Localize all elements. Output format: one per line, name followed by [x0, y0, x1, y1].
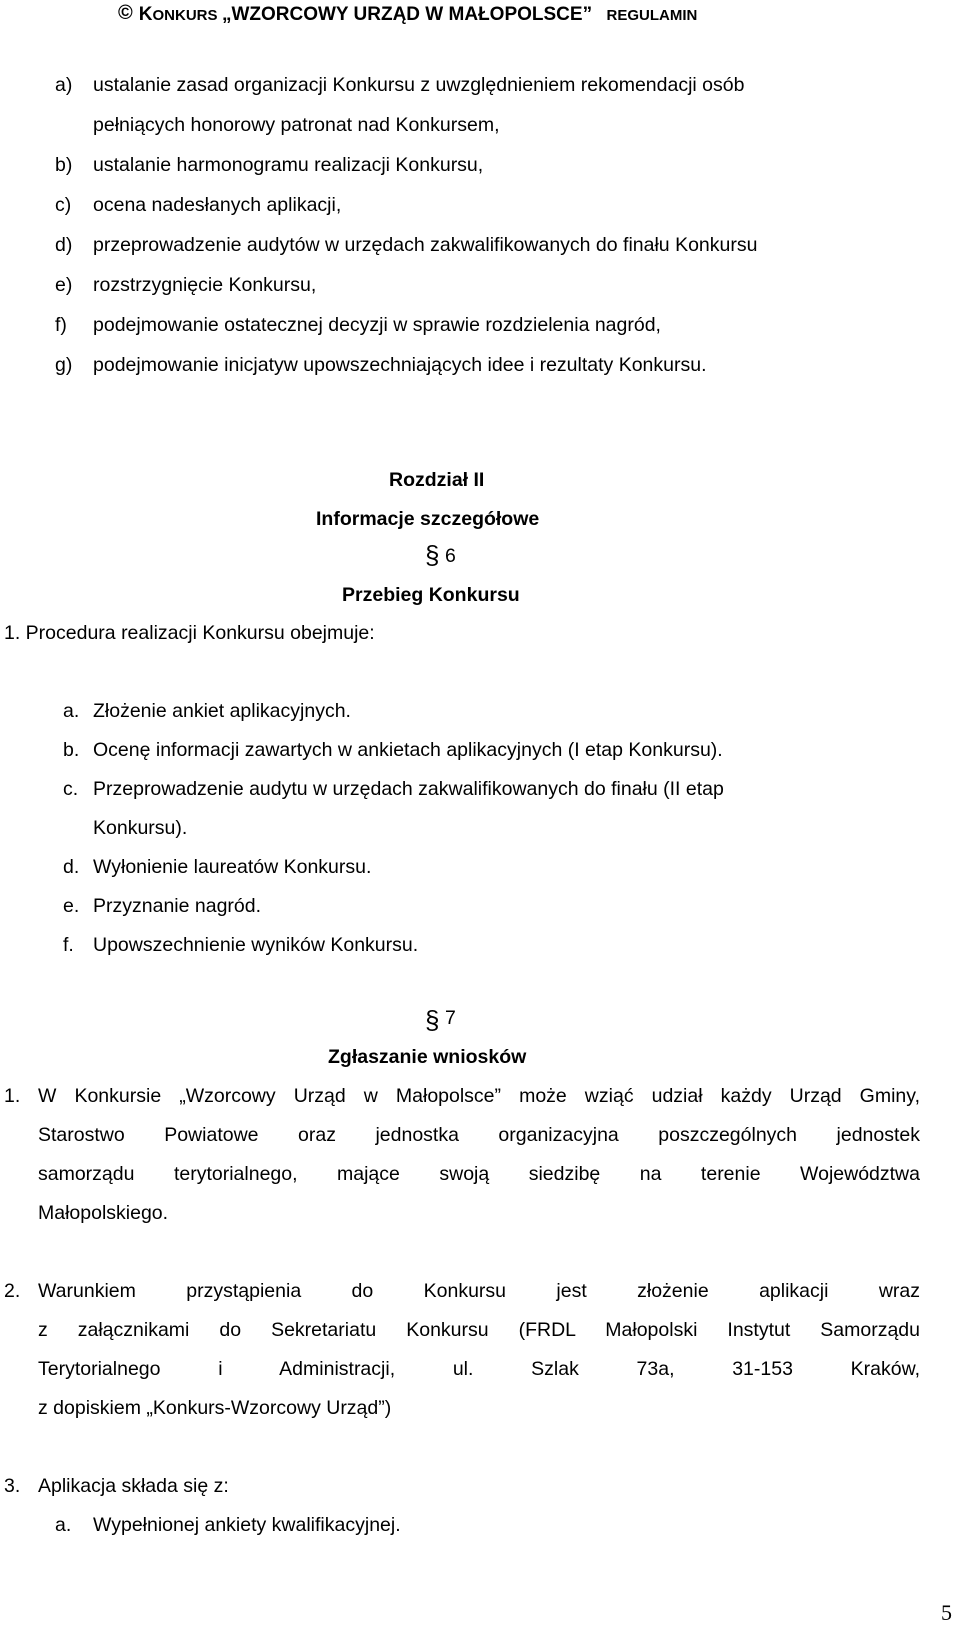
list-item: Wyłonienie laureatów Konkursu. — [93, 856, 372, 878]
paragraph-marker: 3. — [4, 1475, 21, 1497]
list-item: podejmowanie inicjatyw upowszechniających idee i rezultaty Konkursu. — [93, 354, 707, 376]
copyright-icon: © — [118, 2, 133, 24]
chapter-title: Rozdział II — [389, 469, 485, 491]
list-marker: e. — [63, 895, 80, 917]
list-marker: g) — [55, 354, 73, 376]
section-heading: Zgłaszanie wniosków — [328, 1046, 527, 1068]
list-item-continuation: pełniących honorowy patronat nad Konkursem, — [93, 114, 500, 136]
paragraph-text: Aplikacja składa się z: — [38, 1475, 229, 1497]
list-item-continuation: Konkursu). — [93, 817, 188, 839]
header-title-quote: „WZORCOWY URZĄD W MAŁOPOLSCE” — [221, 4, 593, 25]
list-marker: c. — [63, 778, 79, 800]
paragraph-line: z załącznikami do Sekretariatu Konkursu (FRDL Małopolski Instytut Samorządu — [38, 1319, 920, 1341]
header-title-rest: ONKURS — [152, 7, 218, 24]
section-number: 7 — [445, 1007, 456, 1029]
list-marker: b) — [55, 154, 73, 176]
list-item: rozstrzygnięcie Konkursu, — [93, 274, 317, 296]
list-item: podejmowanie ostatecznej decyzji w sprawie rozdzielenia nagród, — [93, 314, 661, 336]
section-intro: 1. Procedura realizacji Konkursu obejmuje: — [4, 622, 375, 644]
chapter-subtitle: Informacje szczegółowe — [316, 508, 540, 530]
section-heading: Przebieg Konkursu — [342, 584, 520, 606]
list-marker: a. — [55, 1514, 72, 1536]
paragraph-marker: 2. — [4, 1280, 21, 1302]
header-title-initial: K — [138, 4, 153, 25]
list-item: przeprowadzenie audytów w urzędach zakwalifikowanych do finału Konkursu — [93, 234, 758, 256]
header-line — [118, 2, 697, 26]
list-marker: d. — [63, 856, 80, 878]
list-marker: c) — [55, 194, 72, 216]
list-marker: f) — [55, 314, 67, 336]
section-number: 6 — [445, 545, 456, 567]
section-sign-icon: § — [425, 540, 440, 570]
list-marker: d) — [55, 234, 73, 256]
list-item: Złożenie ankiet aplikacyjnych. — [93, 700, 351, 722]
list-marker: e) — [55, 274, 73, 296]
paragraph-line: Terytorialnego i Administracji, ul. Szlak 73a, 31-153 Kraków, — [38, 1358, 920, 1380]
list-item: Ocenę informacji zawartych w ankietach aplikacyjnych (I etap Konkursu). — [93, 739, 723, 761]
list-item: ustalanie zasad organizacji Konkursu z uwzględnieniem rekomendacji osób — [93, 74, 745, 96]
list-item: Przeprowadzenie audytu w urzędach zakwalifikowanych do finału (II etap — [93, 778, 724, 800]
list-item: Upowszechnienie wyników Konkursu. — [93, 934, 419, 956]
header-regulamin: REGULAMIN — [606, 7, 698, 24]
paragraph-line: Starostwo Powiatowe oraz jednostka organizacyjna poszczególnych jednostek — [38, 1124, 920, 1146]
paragraph-line: W Konkursie „Wzorcowy Urząd w Małopolsce” może wziąć udział każdy Urząd Gminy, — [38, 1085, 920, 1107]
list-marker: a. — [63, 700, 80, 722]
list-item: Przyznanie nagród. — [93, 895, 262, 917]
paragraph-line: Małopolskiego. — [38, 1202, 169, 1224]
section-sign-icon: § — [425, 1005, 440, 1035]
list-marker: b. — [63, 739, 80, 761]
paragraph-line: z dopiskiem „Konkurs-Wzorcowy Urząd”) — [38, 1397, 392, 1419]
paragraph-line: Warunkiem przystąpienia do Konkursu jest złożenie aplikacji wraz — [38, 1280, 920, 1302]
paragraph-marker: 1. — [4, 1085, 21, 1107]
list-marker: f. — [63, 934, 74, 956]
list-item: Wypełnionej ankiety kwalifikacyjnej. — [93, 1514, 401, 1536]
list-item: ustalanie harmonogramu realizacji Konkursu, — [93, 154, 484, 176]
list-item: ocena nadesłanych aplikacji, — [93, 194, 342, 216]
paragraph-line: samorządu terytorialnego, mające swoją siedzibę na terenie Województwa — [38, 1163, 920, 1185]
page-number: 5 — [941, 1600, 952, 1625]
list-marker: a) — [55, 74, 73, 96]
